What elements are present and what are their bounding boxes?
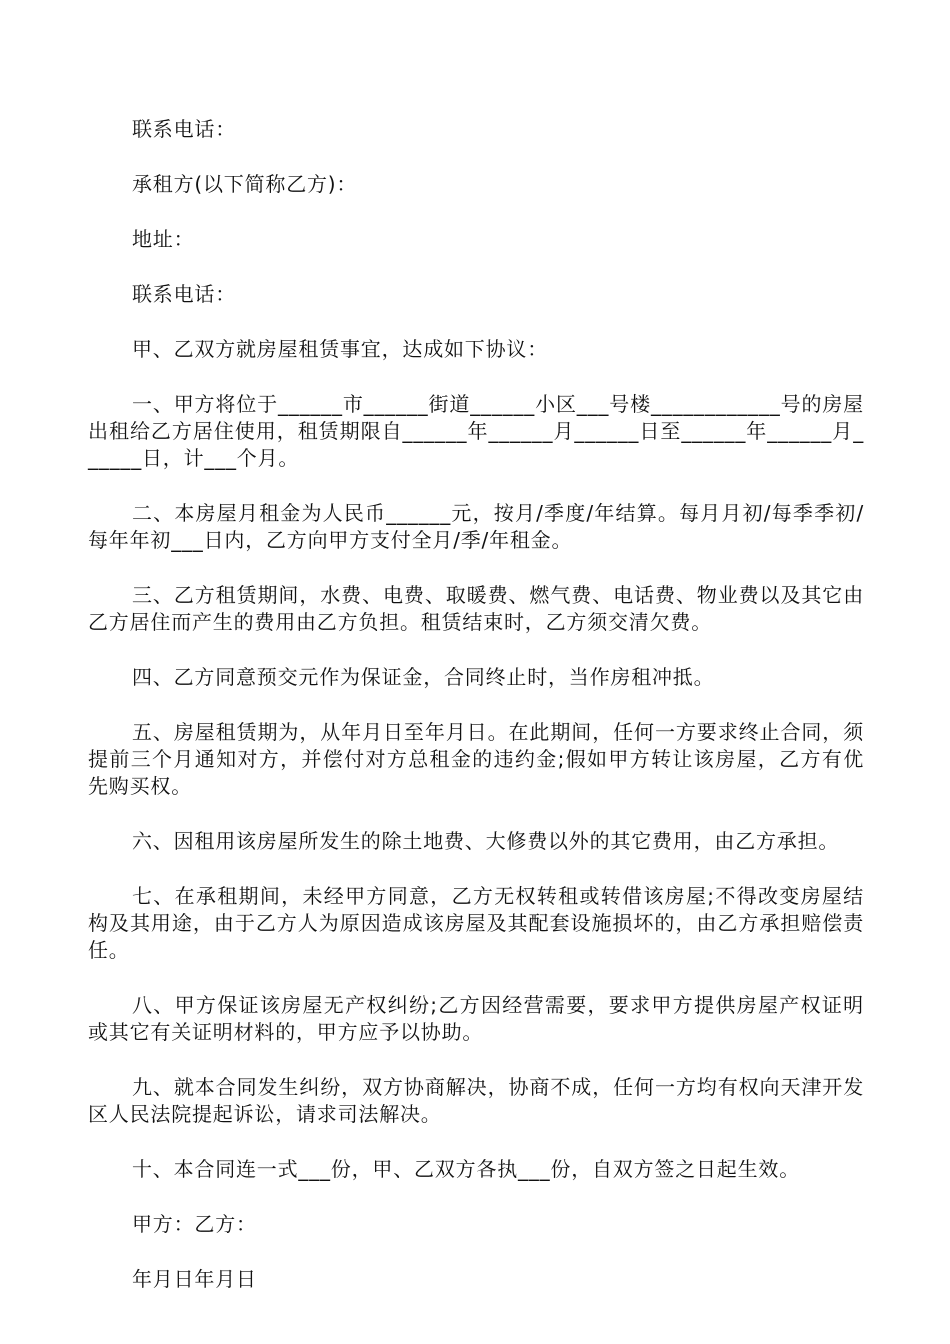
clause-4: 四、乙方同意预交元作为保证金，合同终止时，当作房租冲抵。 xyxy=(132,665,715,689)
paragraph-gap xyxy=(88,691,864,719)
clause-6: 六、因租用该房屋所发生的除土地费、大修费以外的其它费用，由乙方承担。 xyxy=(132,829,840,853)
paragraph-gap xyxy=(88,143,864,171)
paragraph-gap xyxy=(88,308,864,336)
paragraph-lessee: 承租方(以下简称乙方)： xyxy=(132,172,358,196)
signature-parties: 甲方：乙方： xyxy=(132,1212,257,1236)
paragraph-gap xyxy=(88,1128,864,1156)
paragraph-address: 地址： xyxy=(132,227,195,251)
clause-5: 五、房屋租赁期为，从年月日至年月日。在此期间，任何一方要求终止合同，须提前三个月通知对方，并偿付对方总租金的违约金;假如甲方转让该房屋，乙方有优先购买权。 xyxy=(88,720,864,798)
paragraph-gap xyxy=(88,363,864,391)
clause-2: 二、本房屋月租金为人民币______元，按月/季度/年结算。每月月初/每季季初/每年年初___日内，乙方向甲方支付全月/季/年租金。 xyxy=(88,501,864,552)
paragraph-gap xyxy=(88,1238,864,1266)
paragraph-gap xyxy=(88,253,864,281)
paragraph-contact-phone-1: 联系电话： xyxy=(132,117,236,141)
paragraph-gap xyxy=(88,1183,864,1211)
clause-1: 一、甲方将位于______市______街道______小区___号楼____________号的房屋出租给乙方居住使用，租赁期限自______年______月______日至______年______月______日，计___个月。 xyxy=(88,392,864,470)
clause-3: 三、乙方租赁期间，水费、电费、取暖费、燃气费、电话费、物业费以及其它由乙方居住而产生的费用由乙方负担。租赁结束时，乙方须交清欠费。 xyxy=(88,583,864,634)
clause-10: 十、本合同连一式___份，甲、乙双方各执___份，自双方签之日起生效。 xyxy=(132,1157,800,1181)
paragraph-gap xyxy=(88,800,864,828)
paragraph-gap xyxy=(88,964,864,992)
clause-8: 八、甲方保证该房屋无产权纠纷;乙方因经营需要，要求甲方提供房屋产权证明或其它有关证明材料的，甲方应予以协助。 xyxy=(88,993,864,1044)
clause-9: 九、就本合同发生纠纷，双方协商解决，协商不成，任何一方均有权向天津开发区人民法院提起诉讼，请求司法解决。 xyxy=(88,1075,864,1126)
paragraph-agreement-intro: 甲、乙双方就房屋租赁事宜，达成如下协议： xyxy=(132,337,548,361)
paragraph-contact-phone-2: 联系电话： xyxy=(132,282,236,306)
paragraph-gap xyxy=(88,855,864,883)
paragraph-gap xyxy=(88,472,864,500)
paragraph-gap xyxy=(88,636,864,664)
signature-dates: 年月日年月日 xyxy=(132,1267,257,1291)
paragraph-gap xyxy=(88,198,864,226)
paragraph-gap xyxy=(88,1046,864,1074)
paragraph-gap xyxy=(88,554,864,582)
clause-7: 七、在承租期间，未经甲方同意，乙方无权转租或转借该房屋;不得改变房屋结构及其用途，由于乙方人为原因造成该房屋及其配套设施损坏的，由乙方承担赔偿责任。 xyxy=(88,884,864,962)
